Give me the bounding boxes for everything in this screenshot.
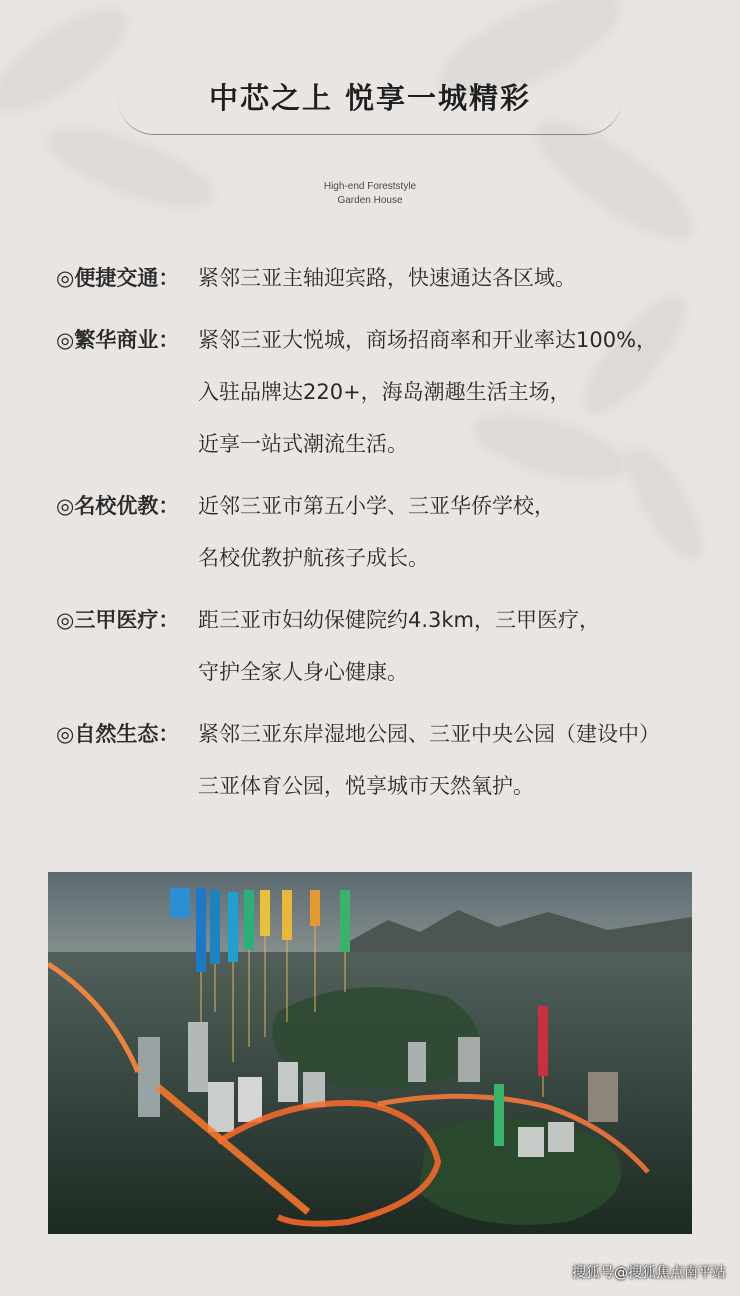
page-title: 中芯之上 悦享一城精彩	[208, 81, 532, 115]
feature-line: 紧邻三亚东岸湿地公园、三亚中央公园（建设中）	[198, 722, 660, 746]
feature-transport	[56, 252, 726, 304]
title-frame	[118, 58, 622, 135]
subtitle	[0, 180, 740, 208]
feature-ecology	[56, 708, 726, 812]
feature-heading: ◎三甲医疗：	[56, 608, 180, 632]
footer-credit: 搜狐号@搜狐焦点南平站	[572, 1265, 726, 1281]
feature-line: 距三亚市妇幼保健院约4.3km，三甲医疗，	[198, 608, 601, 632]
feature-medical	[56, 594, 726, 698]
feature-heading: ◎便捷交通：	[56, 266, 180, 290]
aerial-map-image	[48, 872, 692, 1234]
feature-line: 三亚体育公园，悦享城市天然氧护。	[198, 774, 534, 798]
subtitle-line: Garden House	[337, 195, 403, 206]
feature-heading: ◎名校优教：	[56, 494, 180, 518]
subtitle-line: High-end Foreststyle	[323, 181, 417, 192]
feature-heading: ◎繁华商业：	[56, 328, 180, 352]
feature-line: 近邻三亚市第五小学、三亚华侨学校，	[198, 494, 555, 518]
feature-line: 近享一站式潮流生活。	[198, 432, 408, 456]
feature-heading: ◎自然生态：	[56, 722, 180, 746]
feature-education	[56, 480, 726, 584]
feature-list	[56, 252, 726, 822]
feature-line: 入驻品牌达220+，海岛潮趣生活主场，	[198, 380, 571, 404]
feature-line: 紧邻三亚大悦城，商场招商率和开业率达100%，	[198, 328, 658, 352]
feature-line: 名校优教护航孩子成长。	[198, 546, 429, 570]
feature-commerce	[56, 314, 726, 470]
feature-line: 紧邻三亚主轴迎宾路，快速通达各区域。	[198, 266, 576, 290]
feature-line: 守护全家人身心健康。	[198, 660, 408, 684]
